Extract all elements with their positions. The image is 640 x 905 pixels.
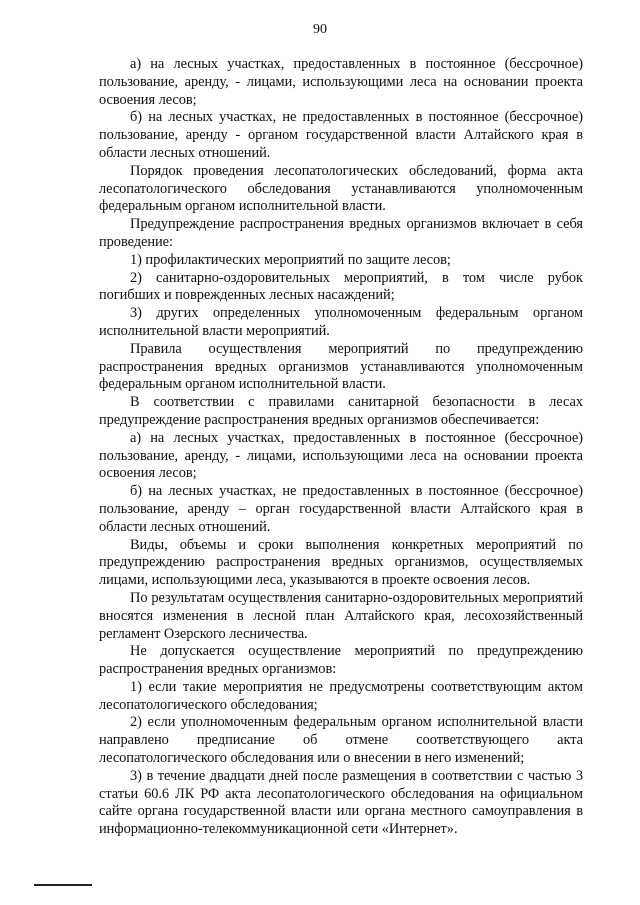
page-number: 90 — [313, 22, 327, 37]
scan-edge-line — [34, 884, 92, 886]
paragraph: 2) санитарно-оздоровительных мероприятий, в том числе рубок погибших и поврежденных лесных насаждений; — [99, 269, 583, 304]
paragraph: В соответствии с правилами санитарной безопасности в лесах предупреждение распространения вредных организмов обеспечивается: — [99, 394, 583, 428]
document-body — [99, 56, 583, 839]
paragraph: 2) если уполномоченным федеральным органом исполнительной власти направлено предписание об отмене соответствующего акта лесопатологического обследования или о внесении в него изменений; — [99, 714, 583, 767]
paragraph: 1) профилактических мероприятий по защите лесов; — [130, 251, 451, 268]
paragraph: 1) если такие мероприятия не предусмотрены соответствующим актом лесопатологического обследования; — [99, 678, 583, 713]
paragraph: Порядок проведения лесопатологических обследований, форма акта лесопатологического обследования устанавливаются уполномоченным федеральным органом исполнительной власти. — [99, 162, 583, 215]
paragraph: б) на лесных участках, не предоставленных в постоянное (бессрочное) пользование, аренду – орган государственной власти Алтайского края в области лесных отношений. — [99, 483, 583, 535]
paragraph: 3) других определенных уполномоченным федеральным органом исполнительной власти мероприятий. — [99, 305, 583, 339]
paragraph: а) на лесных участках, предоставленных в постоянное (бессрочное) пользование, аренду, - лицами, использующими леса на основании проекта освоения лесов; — [99, 429, 583, 482]
paragraph: б) на лесных участках, не предоставленных в постоянное (бессрочное) пользование, аренду - органом государственной власти Алтайского края в области лесных отношений. — [99, 109, 583, 161]
paragraph: По результатам осуществления санитарно-оздоровительных мероприятий вносятся изменения в лесной план Алтайского края, лесохозяйственный регламент Озерского лесничества. — [99, 589, 583, 642]
paragraph: Виды, объемы и сроки выполнения конкретных мероприятий по предупреждению распространения вредных организмов, осуществляемых лицами, использующими леса, указываются в проекте освоения лесов. — [99, 536, 583, 589]
paragraph: Предупреждение распространения вредных организмов включает в себя проведение: — [99, 216, 583, 250]
paragraph: Правила осуществления мероприятий по предупреждению распространения вредных организмов устанавливаются уполномоченным федеральным органом исполнительной власти. — [99, 340, 583, 393]
paragraph: Не допускается осуществление мероприятий по предупреждению распространения вредных организмов: — [99, 643, 583, 678]
paragraph: а) на лесных участках, предоставленных в постоянное (бессрочное) пользование, аренду, - лицами, использующими леса на основании проекта освоения лесов; — [99, 56, 583, 108]
paragraph: 3) в течение двадцати дней после размещения в соответствии с частью 3 статьи 60.6 ЛК РФ акта лесопатологического обследования на официальном сайте органа государственной власти или органа местного самоуправления в информационно-телекоммуникационной сети «Интернет». — [99, 767, 583, 838]
